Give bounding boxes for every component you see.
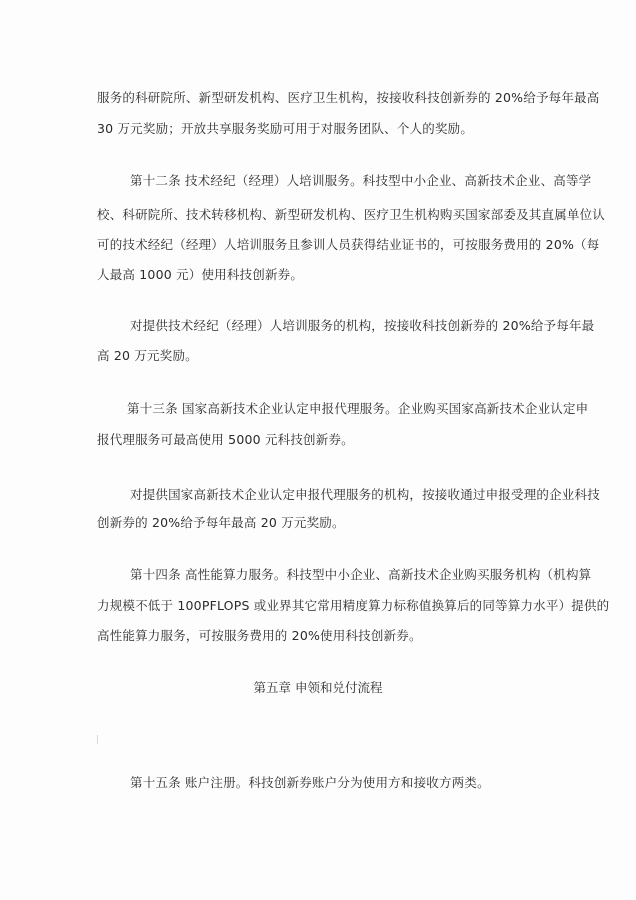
article-14-line: 第十四条 高性能算力服务。科技型中小企业、高新技术企业购买服务机构（机构算 [130, 567, 592, 582]
article-12-reward-line: 对提供技术经纪（经理）人培训服务的机构，按接收科技创新券的 20%给予每年最 [130, 318, 595, 333]
article-13-reward-line: 对提供国家高新技术企业认定申报代理服务的机构，按接收通过申报受理的企业科技 [130, 487, 600, 502]
scan-mark [97, 735, 98, 744]
chapter-heading: 第五章 申领和兑付流程 [253, 680, 383, 695]
paragraph-line: 30 万元奖励；开放共享服务奖励可用于对服务团队、个人的奖励。 [97, 121, 474, 136]
article-13-line: 报代理服务可最高使用 5000 元科技创新券。 [97, 432, 354, 447]
article-12-reward-line: 高 20 万元奖励。 [97, 348, 198, 363]
article-14-line: 力规模不低于 100PFLOPS 或业界其它常用精度算力标称值换算后的同等算力水平）提供的 [97, 598, 610, 613]
article-13-reward-line: 创新券的 20%给予每年最高 20 万元奖励。 [97, 515, 345, 530]
article-12-line: 可的技术经纪（经理）人培训服务且参训人员获得结业证书的，可按服务费用的 20%（每 [97, 237, 600, 252]
article-12-line: 人最高 1000 元）使用科技创新券。 [97, 267, 304, 282]
article-12-line: 第十二条 技术经纪（经理）人培训服务。科技型中小企业、高新技术企业、高等学 [130, 173, 592, 188]
paragraph-line: 服务的科研院所、新型研发机构、医疗卫生机构，按接收科技创新券的 20%给予每年最高 [97, 90, 600, 105]
article-14-line: 高性能算力服务，可按服务费用的 20%使用科技创新券。 [97, 628, 422, 643]
article-12-line: 校、科研院所、技术转移机构、新型研发机构、医疗卫生机构购买国家部委及其直属单位认 [97, 207, 606, 222]
article-15-line: 第十五条 账户注册。科技创新券账户分为使用方和接收方两类。 [130, 775, 490, 790]
article-13-line: 第十三条 国家高新技术企业认定申报代理服务。企业购买国家高新技术企业认定申 [127, 401, 589, 416]
